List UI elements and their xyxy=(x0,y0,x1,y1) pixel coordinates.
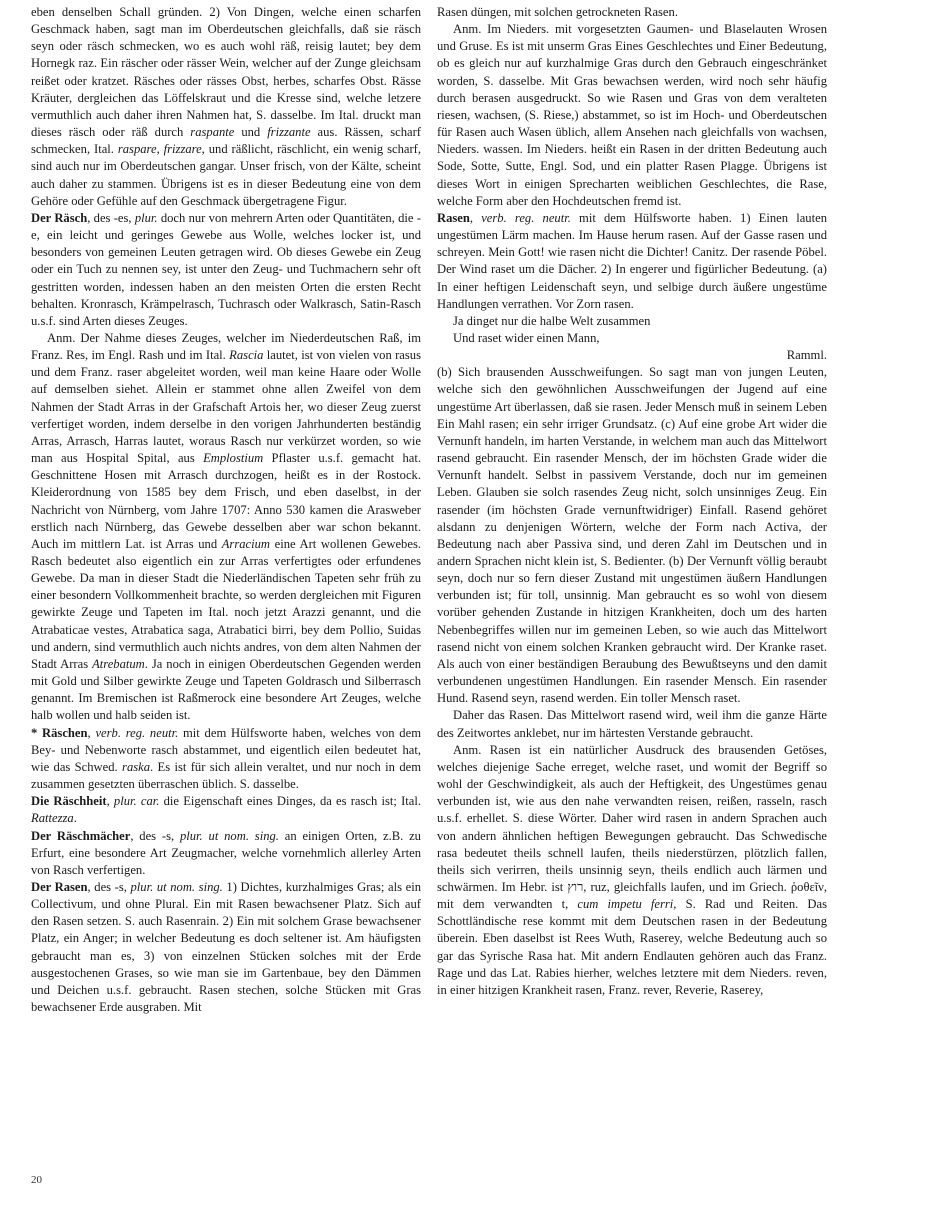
paragraph: (b) Sich brausenden Ausschweifungen. So sagt man von jungen Leuten, welche sich den gewöhnlichen Ausschweifungen der Jugend auf eine ungestüme Art überlassen, daß sie rasen. Jeder Mensch muß in seinem Leben Ein Mahl rasen; ein sehr irriger Grundsatz. (c) Auf eine grobe Art wider die Vernunft handeln, im harten Verstande, in welchem man auch das Mittelwort rasend gebraucht. Ein rasender Mensch, der im höchsten Grade wider die Vernunft handelt. Selbst in passivem Verstande, doch nur im gemeinen Leben. Glauben sie solch rasendes Zeug nicht, solch unsinniges Zeug. Ein rasender (im höchsten Grade vernunftwidriger) Einfall. Rasend gehöret alsdann zu denjenigen Wörtern, welche der Form nach Activa, der Bedeutung nach aber Passiva sind, und deren Zahl im Deutschen und in andern Sprachen nicht klein ist, S. Bedienter. (b) Der Vernunft völlig beraubt seyn, doch nur so fern dieser Zustand mit ungestümen äußern Handlungen verbunden ist; für toll, unsinnig. Man gebraucht es so wohl von diesem vorüber gehenden Zustande in hitzigen Krankheiten, doch um des harten Nebenbegriffes willen nur im gemeinen Leben, so wie auch das Mittelwort rasend nicht von einem solchen Kranken gebraucht wird. Der Kranke raset. Als auch von einer beständigen Beraubung des Bewußtseyns und den damit verbundenen ungestümen Handlungen. Ein rasender Mensch. Ein rasender Hund. Rasend seyn, rasend werden. Ein toller Mensch raset. xyxy=(437,365,827,706)
entry-raschheit: Die Räschheit, plur. car. die Eigenschaft eines Dinges, da es rasch ist; Ital. Rattezza. xyxy=(31,794,422,826)
left-column xyxy=(31,4,421,1016)
verse-line: Und raset wider einen Mann, xyxy=(453,330,600,345)
paragraph: Daher das Rasen. Das Mittelwort rasend wird, weil ihm die ganze Härte des Zeitwortes anklebet, nur im härtesten Verstande gebraucht. xyxy=(437,708,827,740)
entry-rasch: Der Räsch, des -es, plur. doch nur von mehrern Arten oder Quantitäten, die -e, ein leicht und geringes Gewebe aus Wolle, welches locker ist, und besonders von gemeinen Leuten getragen wird. Ob dieses Gewebe ein Zeug oder ein Tuch zu nennen sey, ist unter den Zeug- und Tuchmachern sehr oft gestritten worden, indessen haben an den meisten Orten die ersten Recht behalten. Kronrasch, Krämpelrasch, Tuchrasch oder Walkrasch, Satin-Rasch u.s.f. sind Arten dieses Zeuges. xyxy=(31,210,421,328)
entry-rasen-noun: Der Rasen, des -s, plur. ut nom. sing. 1) Dichtes, kurzhalmiges Gras; als ein Collectivum, und ohne Plural. Ein mit Rasen bewachsener Platz. Sich auf den Rasen setzen. S. auch Rasenrain. 2) Ein mit solchem Grase bewachsener Platz, ein Anger; in welcher Bedeutung es doch seltener ist. Am häufigsten gebraucht man es, 3) von einzelnen Stücken solches mit der Erde ausgestochenen Grases, so wie man sie im Gartenbaue, bey den Dämmen und Deichen u.s.f. gebraucht. Rasen stechen, solche Stücken mit Gras bewachsener Erde ausgraben. Mit xyxy=(31,879,421,1015)
verse-attribution: Ramml. xyxy=(786,348,827,363)
annotation-paragraph: Anm. Der Nahme dieses Zeuges, welcher im Niederdeutschen Raß, im Franz. Res, im Engl. Rash und im Ital. Rascia lautet, ist von vielen von rasus und dem Franz. raser abgeleitet worden, weil man keine Haare oder Wolle auf demselben siehet. Allein er stammet ohne allen Zweifel von dem Nahmen der Stadt Arras in der Grafschaft Artois her, wo dieser Zeug zuerst verfertiget worden, indem derselbe in den vorigen Jahrhunderten beständig Arras, Arrasch, Harras lautet, woraus Rasch nur verkürzet worden, so wie man aus Hospital Spital, aus Emplostium Pflaster u.s.f. gemacht hat. Geschnittene Hosen mit Arrasch durchzogen, heißt es in der Rostock. Kleiderordnung von 1585 bey dem Frisch, und eben daselbst, in der Nachricht von Nürnberg, vom Jahre 1707: Anno 530 kamen die Arasweber erstlich nach Nürnberg, das Gewebe desselben aber war schon bekannt. Auch im mittlern Lat. ist Arras und Arracium eine Art wollenen Gewebes. Rasch bedeutet also eigentlich ein zur Arras verfertigtes oder erfundenes Gewebe. Da man in dieser Stadt die Niederländischen Tapeten sehr früh zu einer besondern Vollkommenheit brachte, so werden dergleichen mit Figuren gewirkte Zeuge und Tapeten im Ital. noch jetzt Arazzi genannt, und die Atrabaticae vestes, Atrabatica saga, Atrabatici birri, bey dem Pollio, Suidas und andern, sind vermuthlich auch nichts andres, von dem alten Nahmen der Stadt Arras Atrebatum. Ja noch in einigen Oberdeutschen Gegenden werden mit Gold und Silber gewirkte Zeuge und Tapeten Goldrasch und Silberrasch genannt. Im Bremischen ist Raßmerock eine besondere Art Zeuges, welche halb wollen und halb seiden ist. xyxy=(31,330,422,723)
verse-line: Ja dinget nur die halbe Welt zusammen xyxy=(453,313,651,328)
annotation-paragraph: Anm. Rasen ist ein natürlicher Ausdruck des brausenden Getöses, welches diejenige Sache erreget, welche raset, und womit der Begriff so wohl der Geschwindigkeit, als auch der Heftigkeit, des Ungestümes genau verbunden ist, wie aus den nahe verwandten reisen, reißen, rasseln, rasch u.s.f. erhellet. S. diese Wörter. Daher wird rasen in andern Sprachen auch von andern ähnlichen heftigen Bewegungen gebraucht. Das Schwedische rasa bedeutet theils schnell laufen, theils niederstürzen, plötzlich fallen, theils sich verirren, theils unsinnig seyn, theils endlich auch lärmen und schwärmen. Im Hebr. ist רוץ, ruz, gleichfalls laufen, und im Griech. ῥοθεῖν, mit dem verwandten t, cum impetu ferri, S. Rad und Reiten. Das Schottländische rese kommt mit dem Deutschen rasen in der Bedeutung überein. Eben daselbst ist Rees Wuth, Raserey, welche Bedeutung auch so gar das Syrische Rasa hat. Mit andern Endlauten gehören auch das Franz. Rage und das Lat. Rabies hierher, welches letztere mit dem Nieders. reven, in einer hitzigen Krankheit rasen, Franz. rever, Reverie, Raserey, xyxy=(437,742,828,997)
page-number: 20 xyxy=(31,1174,42,1186)
entry-raschen: * Räschen, verb. reg. neutr. mit dem Hülfsworte haben, welches von dem Bey- und Nebenworte rasch abstammet, und eigentlich eilen bedeutet hat, wie das Schwed. raska. Es ist für sich allein veraltet, und nur noch in dem zusammen gesetzten überraschen üblich. S. dasselbe. xyxy=(31,725,422,792)
entry-rasen-verb: Rasen, verb. reg. neutr. mit dem Hülfsworte haben. 1) Einen lauten ungestümen Lärm machen. Im Hause herum rasen. Auf der Gasse rasen und schreyen. Mein Gott! wie rasen nicht die Dichter! Canitz. Der rasende Pöbel. Der Wind raset um die Dächer. 2) In engerer und figürlicher Bedeutung. (a) In einer heftigen Leidenschaft seyn, und selbige durch äußere ungestüme Handlungen verrathen. Vor Zorn rasen. xyxy=(437,210,827,311)
right-column xyxy=(437,4,827,999)
paragraph: eben denselben Schall gründen. 2) Von Dingen, welche einen scharfen Geschmack haben, sagt man im Oberdeutschen gleichfalls, daß sie räsch seyn oder räsch schmecken, wo es auch wohl räß, reisig lautet; bey dem Hornegk raz. Ein räscher oder rässer Wein, welcher auf der Zunge gleichsam reißet oder kratzet. Räsches oder rässes Obst, herbes, scharfes Obst. Rässe Kräuter, dergleichen das Löffelskraut und die Kresse sind, welche letzere vermuthlich auch daher ihren Nahmen hat, S. dasselbe. Im Ital. druckt man dieses räsch oder räß durch raspante und frizzante aus. Rässen, scharf schmecken, Ital. raspare, frizzare, und räßlicht, räschlicht, ein wenig scharf, sind auch nur im Oberdeutschen gangar. Unser frisch, von der Kälte, scheint auch daher zu stammen. Übrigens ist es in dieser Bedeutung eine von dem Gehöre oder Gefühle auf den Geschmack übergetragene Figur. xyxy=(31,5,421,208)
entry-raschmacher: Der Räschmächer, des -s, plur. ut nom. sing. an einigen Orten, z.B. zu Erfurt, eine besondere Art Zeugmacher, welche vornehmlich allerley Arten von Rasch verfertigen. xyxy=(31,828,421,877)
paragraph: Rasen düngen, mit solchen getrockneten Rasen. xyxy=(437,5,678,19)
annotation-paragraph: Anm. Im Nieders. mit vorgesetzten Gaumen- und Blaselauten Wrosen und Gruse. Es ist mit unserm Gras Eines Geschlechtes und Einer Bedeutung, ob es gleich nur auf kurzhalmige Gras durch den Gebrauch eingeschränket worden, S. dasselbe. Mit Gras bewachsen werden, wird noch sehr häufig durch berasen ausgedruckt. So wie Rasen und Gras von dem veralteten riesen, wachsen, (S. Riese,) abstammet, so ist im Hoch- und Oberdeutschen für Rasen auch Wasen üblich, allem Ansehen nach gleichfalls von wachsen, Nieders. wassen. Im Nieders. heißt ein Rasen in der dritten Bedeutung auch Sode, Sotte, Sutte, Engl. Sod, und ein platter Rasen Plagge. Übrigens ist dieses Wort in einigen Sprecharten weiblichen Geschlechtes, die Rase, welche Form aber den Hochdeutschen fremd ist. xyxy=(437,22,827,208)
